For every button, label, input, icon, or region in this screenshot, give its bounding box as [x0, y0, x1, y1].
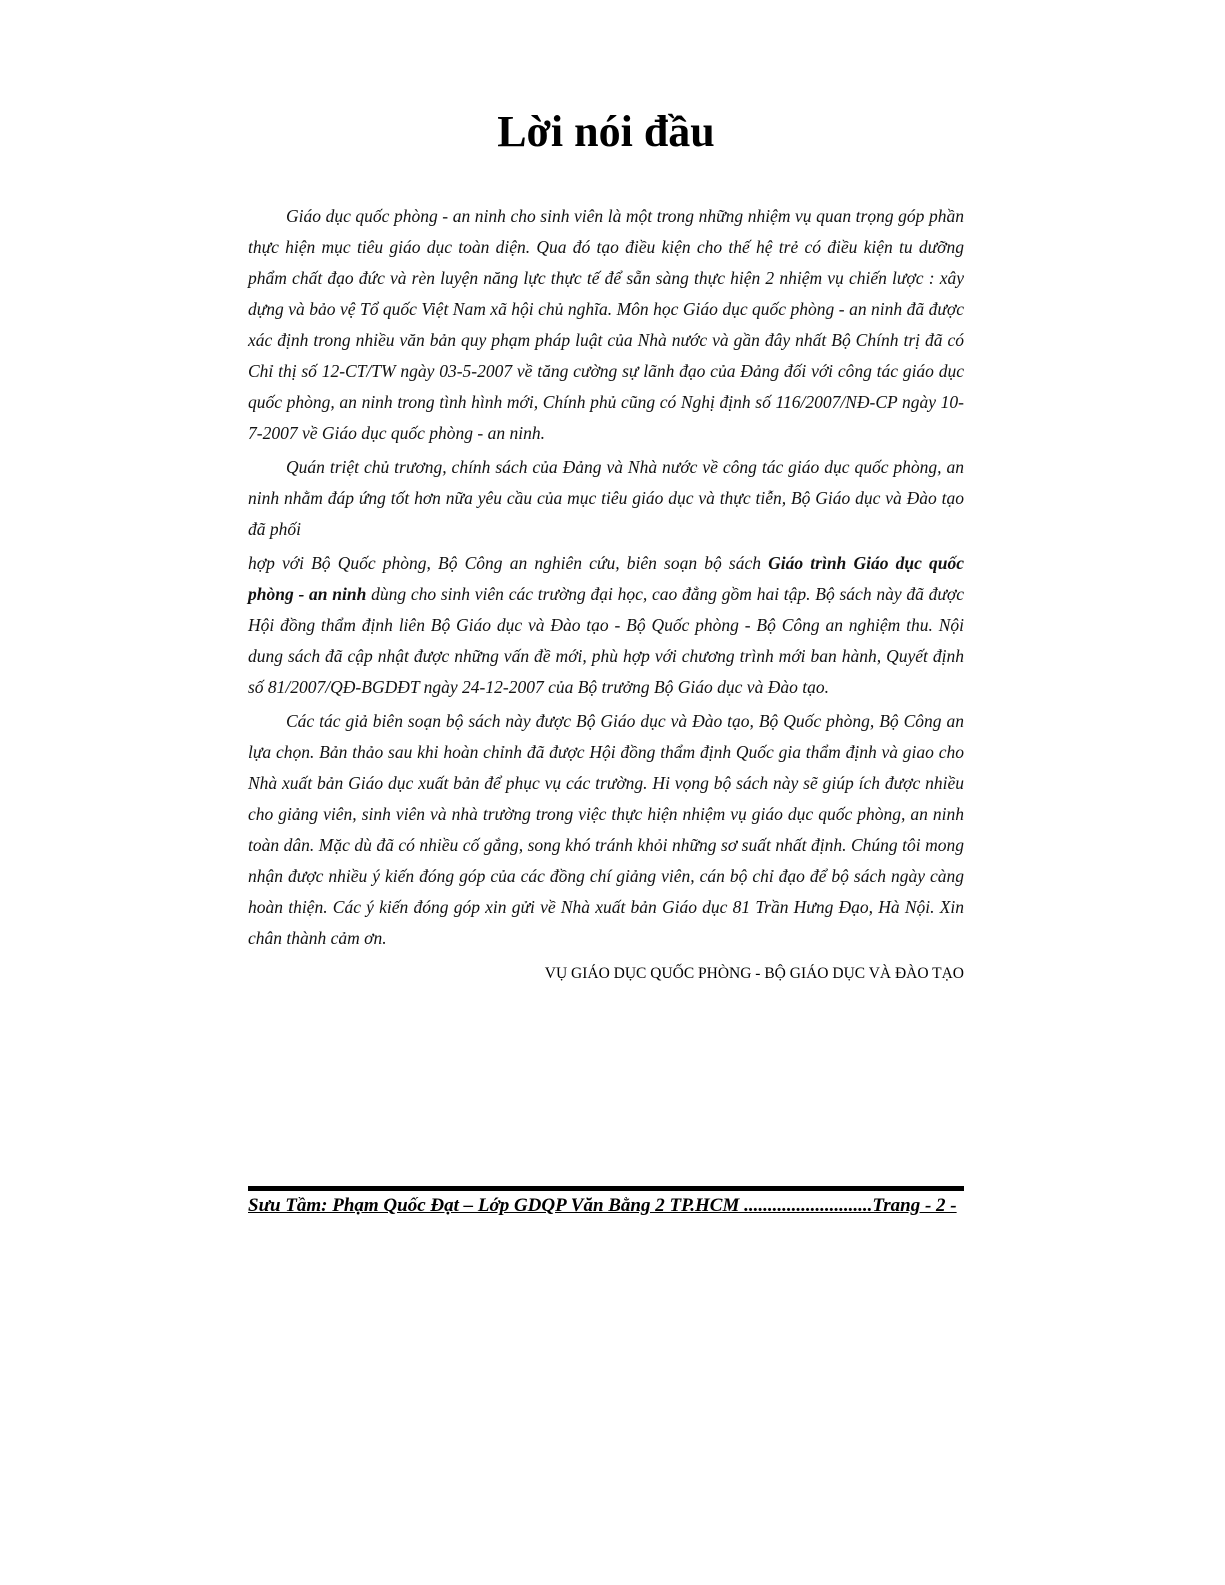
- footer-divider: [248, 1186, 964, 1191]
- paragraph-book-series: [248, 548, 964, 703]
- paragraph-text-after-bold: dùng cho sinh viên các trường đại học, cao đẳng gồm hai tập. Bộ sách này đã được Hội đồng thẩm định liên Bộ Giáo dục và Đào tạo - Bộ Quốc phòng - Bộ Công an nghiệm thu. Nội dung sách đã cập nhật được những vấn đề mới, phù hợp với chương trình mới ban hành, Quyết định số 81/2007/QĐ-BGDĐT ngày 24-12-2007 của Bộ trưởng Bộ Giáo dục và Đào tạo.: [248, 583, 964, 697]
- page-footer: [248, 1186, 964, 1219]
- footer-text: Sưu Tầm: Phạm Quốc Đạt – Lớp GDQP Văn Bằng 2 TP.HCM ...........................Trang - 2 -: [248, 1195, 957, 1216]
- book-title-bold: Giáo trình Giáo dục quốc phòng - an ninh: [248, 552, 965, 604]
- paragraph-authors: Các tác giả biên soạn bộ sách này được Bộ Giáo dục và Đào tạo, Bộ Quốc phòng, Bộ Công an lựa chọn. Bản thảo sau khi hoàn chỉnh đã được Hội đồng thẩm định Quốc gia thẩm định và giao cho Nhà xuất bản Giáo dục xuất bản để phục vụ các trường. Hi vọng bộ sách này sẽ giúp ích được nhiều cho giảng viên, sinh viên và nhà trường trong việc thực hiện nhiệm vụ giáo dục quốc phòng, an ninh toàn dân. Mặc dù đã có nhiều cố gắng, song khó tránh khỏi những sơ suất nhất định. Chúng tôi mong nhận được nhiều ý kiến đóng góp của các đồng chí giảng viên, cán bộ chỉ đạo để bộ sách ngày càng hoàn thiện. Các ý kiến đóng góp xin gửi về Nhà xuất bản Giáo dục 81 Trần Hưng Đạo, Hà Nội. Xin chân thành cảm ơn.: [248, 710, 964, 948]
- paragraph-policy: Quán triệt chủ trương, chính sách của Đảng và Nhà nước về công tác giáo dục quốc phòng, an ninh nhằm đáp ứng tốt hơn nữa yêu cầu của mục tiêu giáo dục và thực tiễn, Bộ Giáo dục và Đào tạo đã phối: [248, 456, 964, 539]
- paragraph-intro: Giáo dục quốc phòng - an ninh cho sinh viên là một trong những nhiệm vụ quan trọng góp phần thực hiện mục tiêu giáo dục toàn diện. Qua đó tạo điều kiện cho thế hệ trẻ có điều kiện tu dưỡng phẩm chất đạo đức và rèn luyện năng lực thực tế để sẵn sàng thực hiện 2 nhiệm vụ chiến lược : xây dựng và bảo vệ Tổ quốc Việt Nam xã hội chủ nghĩa. Môn học Giáo dục quốc phòng - an ninh đã được xác định trong nhiều văn bản quy phạm pháp luật của Nhà nước và gần đây nhất Bộ Chính trị đã có Chỉ thị số 12-CT/TW ngày 03-5-2007 về tăng cường sự lãnh đạo của Đảng đối với công tác giáo dục quốc phòng, an ninh trong tình hình mới, Chính phủ cũng có Nghị định số 116/2007/NĐ-CP ngày 10-7-2007 về Giáo dục quốc phòng - an ninh.: [248, 205, 964, 443]
- paragraph-text-before-bold: hợp với Bộ Quốc phòng, Bộ Công an nghiên cứu, biên soạn bộ sách: [248, 552, 769, 573]
- document-content: [248, 0, 964, 989]
- body-text: [248, 201, 964, 989]
- signature-line: VỤ GIÁO DỤC QUỐC PHÒNG - BỘ GIÁO DỤC VÀ ĐÀO TẠO: [544, 964, 964, 982]
- page-title: Lời nói đầu: [497, 107, 715, 156]
